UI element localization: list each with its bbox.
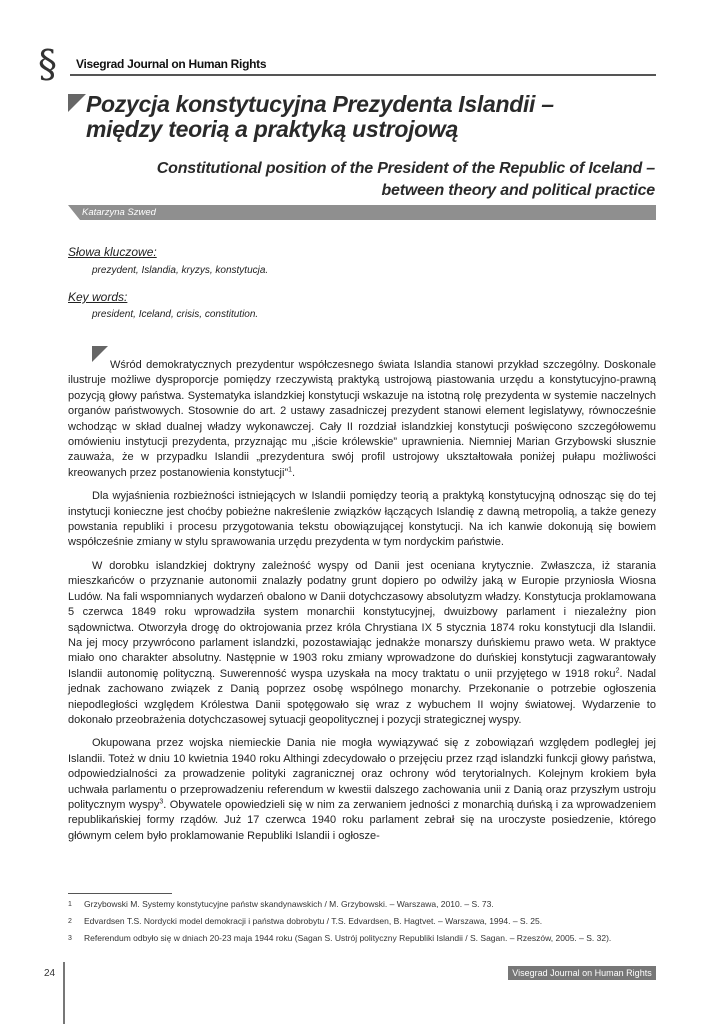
header-divider (70, 74, 656, 76)
article-title-polish (86, 92, 646, 142)
keywords-pl-label: Słowa kluczowe: (68, 245, 157, 259)
paragraph-4-text-b: . Obywatele opowiedzieli się w nim za zerwaniem jedności z monarchią duńską i za wprowadzeniem republikańskiej formy rządów. Już 17 czerwca 1940 roku parlament zebrał się na uroczyste posiedzenie, którego głównym celem było proklamowanie Republiki Islandii i ogłosze- (68, 798, 656, 842)
paragraph-4-text-a: Okupowana przez wojska niemieckie Dania nie mogła wywiązywać się z zobowiązań względem podległej jej Islandii. Toteż w dniu 10 kwietnia 1940 roku Althingi zdecydowało o przejęciu przez rząd islandzki funkcji głowy państwa, odpowiedzialności za prowadzenie polityki zagranicznej oraz ochrony wód terytorialnych. Kolejnym krokiem była uchwała parlamentu o przeprowadzeniu referendum w kwestii dalszego zachowania unii z Danią oraz przyszłym ustroju politycznym wyspy (68, 737, 656, 811)
title-en-line2: between theory and political practice (381, 182, 655, 199)
page-number: 24 (44, 968, 56, 979)
paragraph-2-text: Dla wyjaśnienia rozbieżności istniejących w Islandii pomiędzy teorią a praktyką konstytucyjną odnosząc się do tej instytucji konieczne jest choćby pobieżne nakreślenie związków łączących Islandię z dawną metropolią, a także genezy powstania republiki i procesu przygotowania tekstu obowiązującej konstytucji. Na ich kanwie dokonują się bowiem współcześnie zmiany w stylu sprawowania urzędu prezydenta w tym nordyckim państwie. (68, 490, 656, 549)
footer-vertical-rule (63, 962, 65, 1024)
title-corner-mark (68, 94, 86, 112)
footnote-number: 2 (68, 918, 72, 925)
paragraph-2 (68, 489, 656, 551)
author-bar (68, 205, 656, 220)
footnote-item (68, 915, 656, 928)
footnote-number: 1 (68, 901, 72, 908)
footer-journal-title: Visegrad Journal on Human Rights (508, 966, 656, 980)
paragraph-1 (68, 358, 656, 481)
footnote-ref-1[interactable]: 1 (288, 466, 293, 474)
paragraph-3-text-b: . Nadal jednak zachowano związek z Danią poprzez osobę wspólnego monarchy. Przekonanie o potrzebie ogłoszenia niepodległości względem Królestwa Danii spotęgowało się wraz z wybuchem II wojny światowej. Wydarzenie to dokonało przeobrażenia dotychczasowej sytuacji geopolitycznej i pozycji strategicznej wyspy. (68, 667, 657, 726)
keywords-en-label: Key words: (68, 290, 128, 304)
title-en-line1: Constitutional position of the President of the Republic of Iceland – (156, 160, 655, 177)
author-bar-corner (68, 205, 80, 220)
title-pl-line1: Pozycja konstytucyjna Prezydenta Islandii – (86, 91, 554, 117)
footnote-divider (68, 893, 172, 894)
footnote-number: 3 (68, 935, 72, 942)
footnote-ref-3[interactable]: 3 (159, 798, 164, 806)
footnote-item (68, 932, 656, 945)
footnote-item (68, 898, 656, 911)
title-pl-line2: między teorią a praktyką ustrojową (86, 116, 458, 142)
footnotes (68, 898, 656, 949)
article-body (68, 358, 656, 852)
paragraph-1-end: . (292, 466, 296, 479)
footnote-text: Grzybowski M. Systemy konstytucyjne państw skandynawskich / M. Grzybowski. – Warszawa, 2010. – S. 73. (84, 899, 494, 909)
author-name: Katarzyna Szwed (82, 207, 156, 218)
paragraph-4 (68, 736, 656, 844)
footnote-text: Referendum odbyło się w dniach 20-23 maja 1944 roku (Sagan S. Ustrój polityczny Republiki Islandii / S. Sagan. – Rzeszów, 2005. – S. 32). (84, 933, 612, 943)
section-symbol-logo: § (38, 42, 57, 86)
keywords-en-text: president, Iceland, crisis, constitution. (92, 309, 259, 320)
keywords-pl-text: prezydent, Islandia, kryzys, konstytucja. (92, 265, 269, 276)
paragraph-3-text-a: W dorobku islandzkiej doktryny zależność wyspy od Danii jest oceniana krytycznie. Zwłaszcza, iż starania mieszkańców o przyznanie autonomii znalazły podatny grunt dopiero po odwilży jaką w Europie przyniosła Wiosna Ludów. Na fali wspomnianych wydarzeń obalono w Danii dotychczasowy absolutyzm władzy. Konstytucja proklamowana 5 czerwca 1849 roku wprowadziła system monarchii konstytucyjnej, dwuizbowy parlament i niezależny pion sądownictwa. Otworzyła drogę do oktrojowania przez króla Chrystiana IX 5 stycznia 1874 roku konstytucji dla Islandii. Na jej mocy przywrócono parlament islandzki, pozostawiając jednakże monarszy duńskiemu prawo weta. W praktyce miało ono charakter absolutny. Następnie w 1903 roku zmiany wprowadzone do duńskiej konstytucji zagwarantowały Islandii autonomię polityczną. Suwerenność wyspa uzyskała na mocy traktatu o unii przyjętego w 1918 roku (68, 559, 656, 680)
footnote-text: Edvardsen T.S. Nordycki model demokracji i państwa dobrobytu / T.S. Edvardsen, B. Hagtvet. – Warszawa, 1994. – S. 25. (84, 916, 543, 926)
paragraph-3 (68, 559, 656, 728)
footnote-ref-2[interactable]: 2 (615, 667, 620, 675)
paragraph-1-text: Wśród demokratycznych prezydentur współczesnego świata Islandia stanowi przykład szczególny. Doskonale ilustruje możliwe dysproporcje pomiędzy rzeczywistą praktyką ustrojową piastowania urzędu a konstytucyjno-prawną pozycją głowy państwa. Systematyka islandzkiej konstytucji wskazuje na istotną rolę prezydenta w systemie naczelnych organów państwowych. Stosownie do art. 2 ustawy zasadniczej prezydent stanowi element legislatywy, równocześnie wchodząc w skład dualnej władzy wykonawczej. Cały II rozdział islandzkiej konstytucji poświęcono szczegółowemu omówieniu instytucji prezydenta, przyznając mu „iście królewskie” uprawnienia. Niemniej Marian Grzybowski słusznie zauważa, że w przypadku Islandii „prezydentura swój profil ustrojowy ukształtowała poniżej pułapu możliwości kreowanych przez postanowienia konstytucji” (68, 359, 656, 479)
journal-title: Visegrad Journal on Human Rights (76, 57, 267, 71)
article-title-english (150, 158, 655, 202)
